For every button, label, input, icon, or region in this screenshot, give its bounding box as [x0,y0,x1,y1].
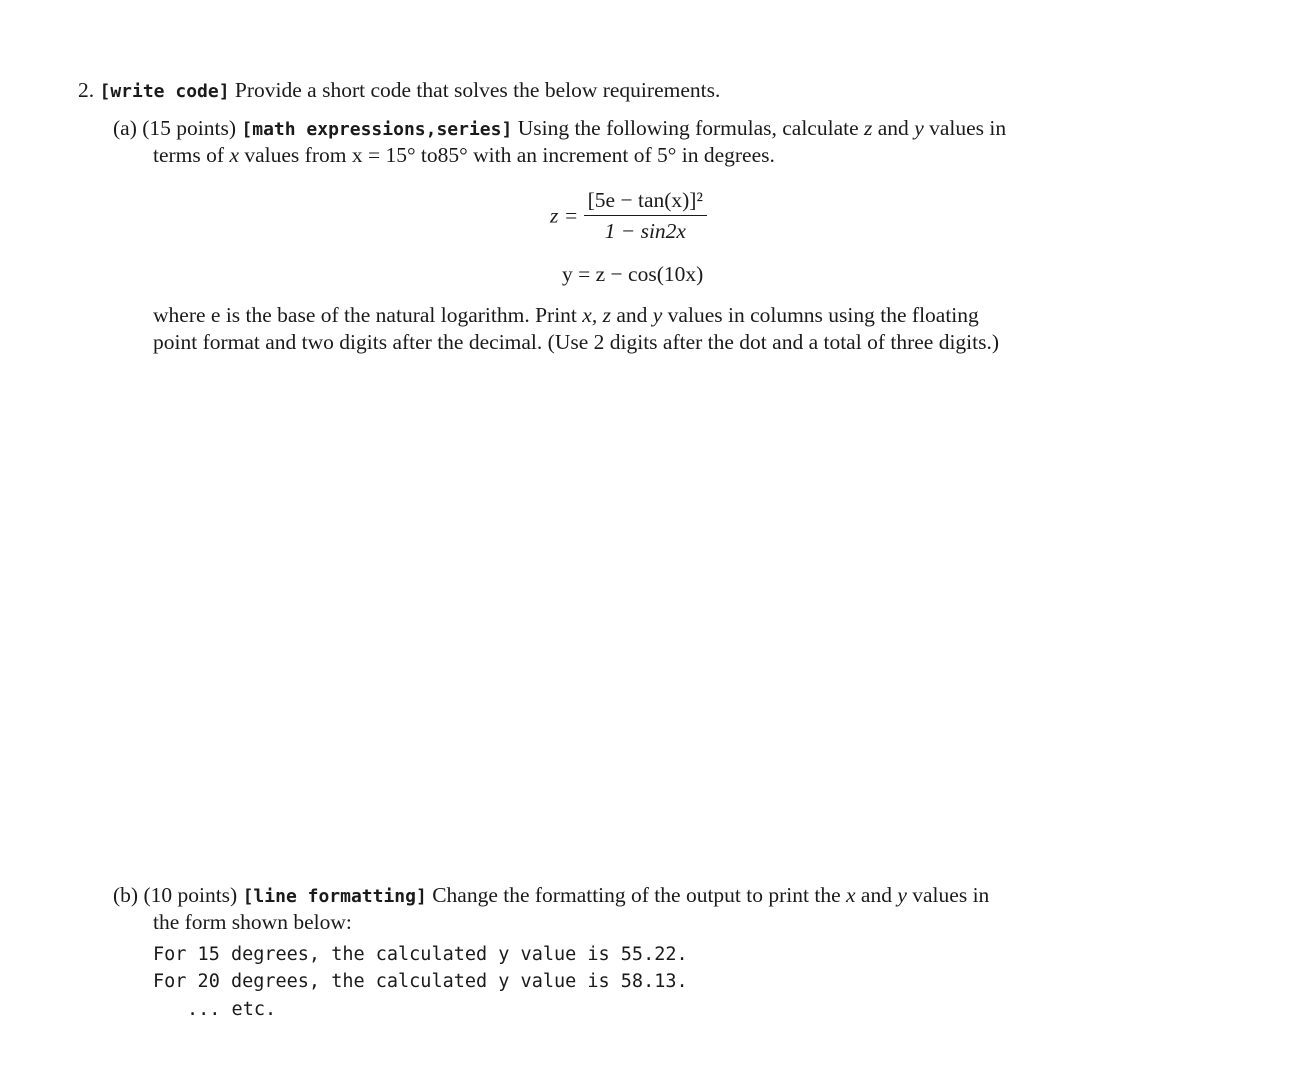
part-b-line-2 [153,910,352,935]
formula-z-numerator: [5e − tan(x)]² [584,188,707,216]
var-x: x [229,143,239,167]
part-b-line-1 [113,883,989,908]
part-b-text-2: values in [912,883,990,907]
part-a-line-2 [153,143,775,168]
where-text-3: values in columns using the floating [667,303,979,327]
question-header [78,78,720,103]
part-a-label: (a) [113,116,137,140]
part-b-var-y: y [897,883,907,907]
part-a-text-1: Using the following formulas, calculate [517,116,859,140]
where-line-2 [153,330,999,355]
part-b-text-3: the form shown below: [153,910,352,934]
write-code-tag: [write code] [99,81,230,102]
part-b-word-and: and [860,883,892,907]
formula-z-lhs: z = [550,203,579,228]
where-text-4: point format and two digits after the decimal. (Use 2 digits after the dot and a total of three digits.) [153,330,1000,354]
formula-z [550,188,707,244]
part-a-text-4: values from [244,143,347,167]
part-b-var-x: x [846,883,856,907]
var-y: y [914,116,924,140]
where-line-1 [153,303,979,328]
var-z: z [864,116,873,140]
code-line-3: ... etc. [187,999,277,1020]
part-a-points: (15 points) [142,116,237,140]
part-a-line-1 [113,116,1006,141]
range-expression: x = 15° to85° [351,143,468,167]
word-and: and [877,116,909,140]
where-text-1: where e is the base of the natural logarithm. Print [153,303,577,327]
part-a-tag: [math expressions,series] [241,119,513,140]
part-b-tag: [line formatting] [242,886,427,907]
formula-y-expression: y = z − cos(10x) [562,262,704,286]
formula-y [562,262,703,287]
part-b-text-1: Change the formatting of the output to print the [432,883,841,907]
question-intro: Provide a short code that solves the below requirements. [234,78,721,102]
formula-z-denominator: 1 − sin2x [604,219,686,243]
part-b-label: (b) [113,883,139,907]
formula-z-fraction [584,188,707,244]
code-line-1: For 15 degrees, the calculated y value is 55.22. [153,944,688,965]
part-b-points: (10 points) [143,883,238,907]
print-var-y: y [652,303,663,327]
code-line-2: For 20 degrees, the calculated y value is 58.13. [153,971,688,992]
where-text-2: and [616,303,648,327]
question-number: 2. [78,78,95,102]
part-a-text-5: with an increment of 5° in degrees. [473,143,775,167]
print-vars: x, z [582,303,611,327]
part-a-text-2: values in [929,116,1007,140]
part-a-text-3: terms of [153,143,225,167]
